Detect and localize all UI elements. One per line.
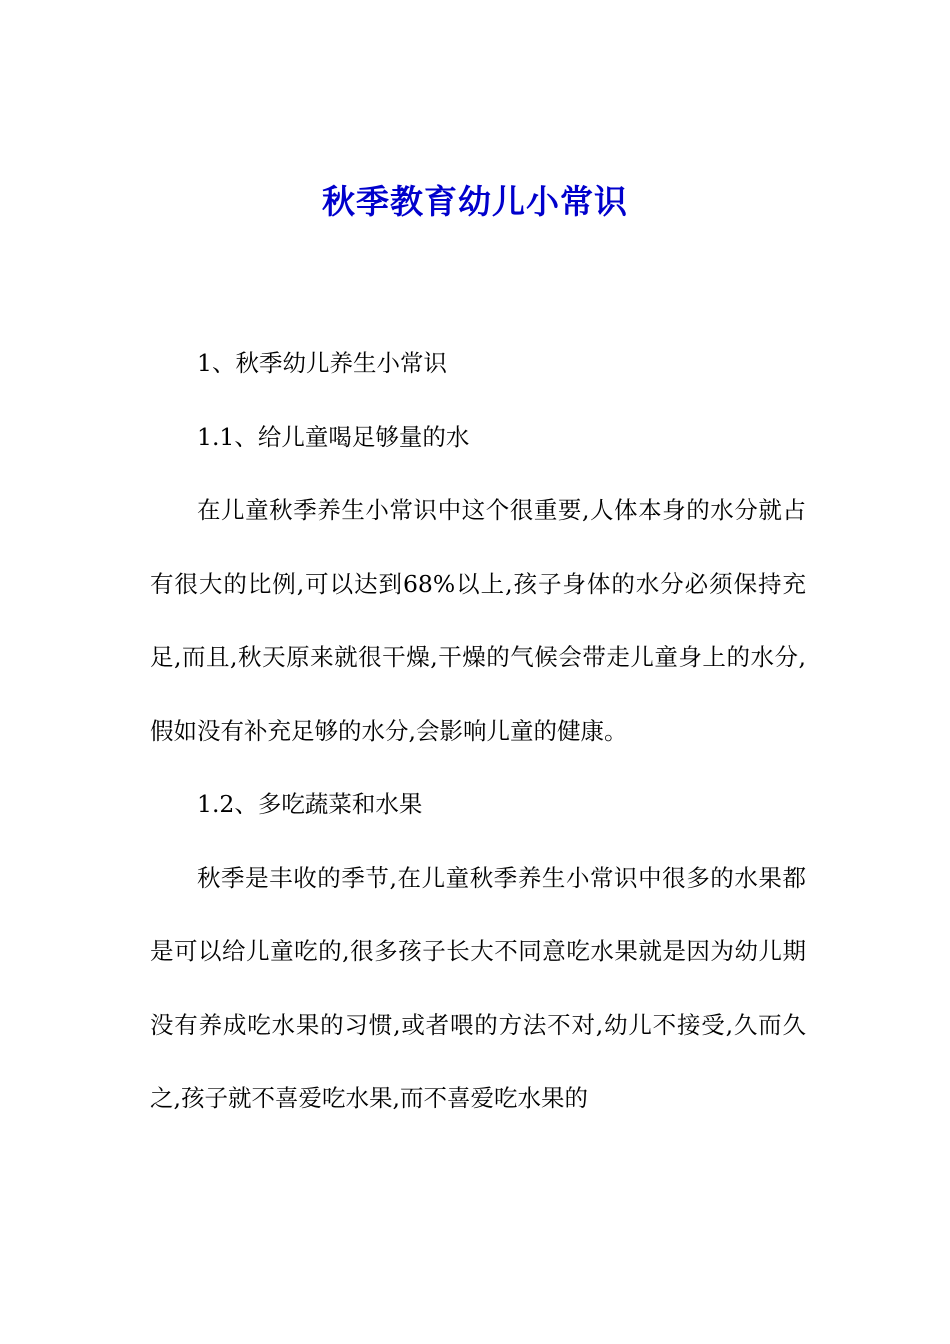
section-heading-1: 1、秋季幼儿养生小常识 <box>197 349 447 377</box>
paragraph-water: 在儿童秋季养生小常识中这个很重要,人体本身的水分就占有很大的比例,可以达到68%以上,孩子身体的水分必须保持充足,而且,秋天原来就很干燥,干燥的气候会带走儿童身上的水分,假如没有补充足够的水分,会影响儿童的健康。 <box>150 496 806 745</box>
subsection-heading-1-2: 1.2、多吃蔬菜和水果 <box>197 790 423 818</box>
document-body <box>150 327 806 1136</box>
paragraph-fruit: 秋季是丰收的季节,在儿童秋季养生小常识中很多的水果都是可以给儿童吃的,很多孩子长大不同意吃水果就是因为幼儿期没有养成吃水果的习惯,或者喂的方法不对,幼儿不接受,久而久之,孩子就不喜爱吃水果,而不喜爱吃水果的 <box>150 863 806 1112</box>
document-title: 秋季教育幼儿小常识 <box>322 182 628 221</box>
subsection-heading-1-1: 1.1、给儿童喝足够量的水 <box>197 422 470 451</box>
